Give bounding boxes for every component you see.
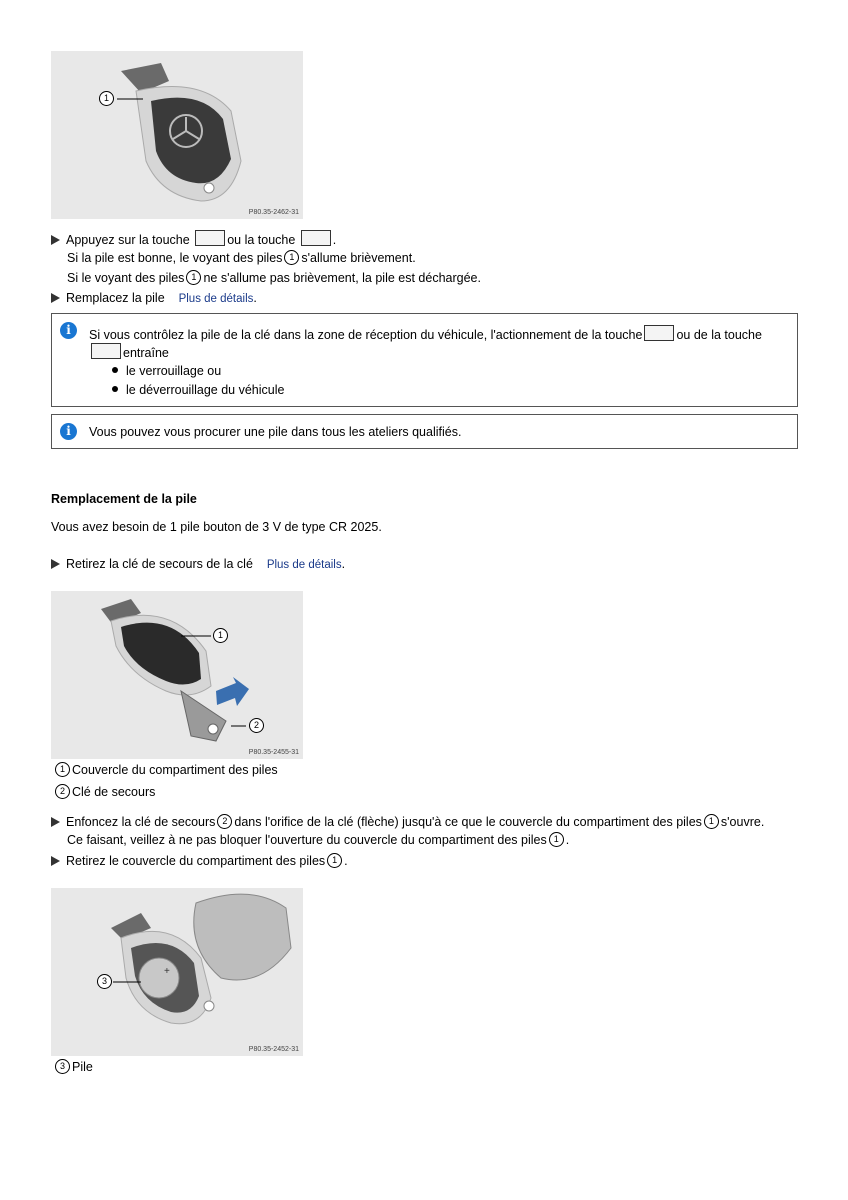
key-figure-3: [51, 888, 303, 1056]
step-remove-emergency-key: Retirez la clé de secours de la clé Plus de détails.: [51, 556, 345, 573]
arrow-bullet-icon: [51, 817, 60, 827]
key-illustration: [51, 51, 303, 219]
step-press-button: Appuyez sur la touche ou la touche .: [51, 230, 336, 248]
lock-button-icon: [644, 325, 674, 341]
note-text: Vous pouvez vous procurer une pile dans tous les ateliers qualifiés.: [89, 425, 462, 439]
unlock-button-icon: [91, 343, 121, 359]
step-remove-cover: Retirez le couvercle du compartiment des piles 1 .: [51, 853, 348, 869]
callout-3: 3: [97, 974, 112, 989]
details-link[interactable]: Plus de détails: [178, 293, 254, 305]
arrow-bullet-icon: [51, 293, 60, 303]
key-illustration: [51, 888, 303, 1056]
key-figure-1: [51, 51, 303, 219]
info-note-1: i Si vous contrôlez la pile de la clé dans la zone de réception du véhicule, l'actionnement de la touche ou de la touche entraîne le verrouillage ou le déverrouillage du véhicule: [51, 313, 798, 407]
lock-button-icon: [195, 230, 225, 246]
arrow-bullet-icon: [51, 235, 60, 245]
note-bullet: le verrouillage ou: [112, 363, 221, 379]
callout-2: 2: [249, 718, 264, 733]
arrow-bullet-icon: [51, 559, 60, 569]
info-note-2: [51, 414, 798, 449]
info-icon: i: [60, 322, 77, 339]
key-figure-2: [51, 591, 303, 759]
callout-1: 1: [99, 91, 114, 106]
legend-item: 3 Pile: [53, 1059, 93, 1075]
step-replace-battery: Remplacez la pile Plus de détails.: [51, 290, 257, 307]
battery-low-text: Si le voyant des piles 1 ne s'allume pas brièvement, la pile est déchargée.: [67, 271, 481, 285]
arrow-bullet-icon: [51, 856, 60, 866]
legend-item: 2 Clé de secours: [53, 784, 155, 800]
note-bullet: le déverrouillage du véhicule: [112, 382, 284, 398]
figure-code: P80.35-2455-31: [248, 749, 299, 756]
step-insert-key: Enfoncez la clé de secours 2 dans l'orifice de la clé (flèche) jusqu'à ce que le couvercle du compartiment des piles 1 s'ouvre.: [51, 814, 764, 830]
section-intro: Vous avez besoin de 1 pile bouton de 3 V de type CR 2025.: [51, 520, 382, 534]
figure-code: P80.35-2452-31: [248, 1046, 299, 1053]
key-illustration: [51, 591, 303, 759]
legend-item: 1 Couvercle du compartiment des piles: [53, 762, 278, 778]
figure-code: P80.35-2462-31: [248, 209, 299, 216]
section-heading: Remplacement de la pile: [51, 492, 197, 506]
battery-good-text: Si la pile est bonne, le voyant des piles 1 s'allume brièvement.: [67, 251, 416, 265]
battery-plus-sign: +: [164, 966, 170, 977]
unlock-button-icon: [301, 230, 331, 246]
info-icon: i: [60, 423, 77, 440]
details-link[interactable]: Plus de détails: [266, 559, 342, 571]
step-caution: Ce faisant, veillez à ne pas bloquer l'ouverture du couvercle du compartiment des piles 1 .: [67, 833, 570, 847]
callout-1: 1: [213, 628, 228, 643]
